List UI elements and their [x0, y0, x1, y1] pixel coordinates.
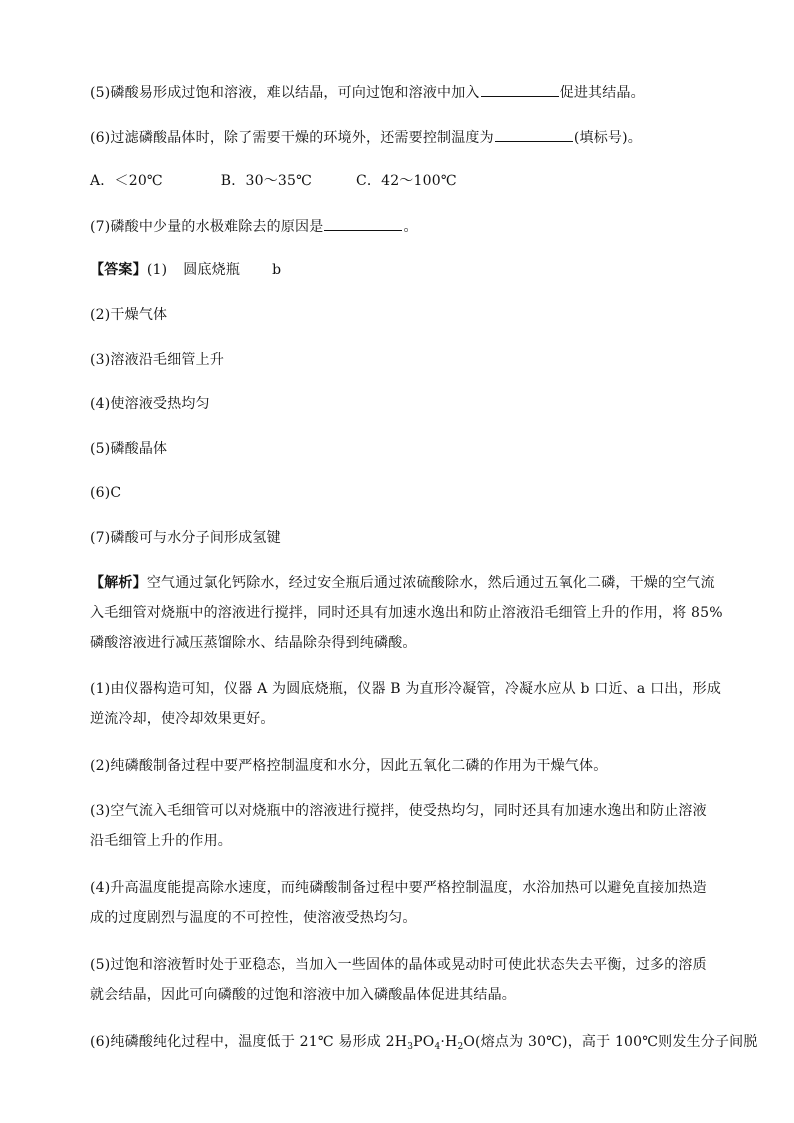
option-a: A．＜20℃: [90, 173, 163, 189]
formula-part: ·H: [440, 1034, 458, 1050]
answer-item: (5)磷酸晶体: [90, 441, 168, 457]
option-c: C．42～100℃: [355, 173, 457, 189]
analysis-p5-line: 就会结晶，因此可向磷酸的过饱和溶液中加入磷酸晶体促进其结晶。: [90, 987, 516, 1003]
analysis-p5-line: (5)过饱和溶液暂时处于亚稳态，当加入一些固体的晶体或晃动时可使此状态失去平衡，过多的溶质: [90, 957, 707, 973]
analysis-p6-suffix: O(熔点为 30℃)，高于 100℃则发生分子间脱: [463, 1034, 758, 1050]
answer-item: (2)干燥气体: [90, 307, 168, 323]
analysis-tag: 【解析】: [90, 575, 147, 591]
question-5-text: (5)磷酸易形成过饱和溶液，难以结晶，可向过饱和溶液中加入: [90, 85, 480, 101]
question-6-options: [90, 171, 457, 191]
question-7: [90, 216, 418, 237]
analysis-p6-line: [90, 1032, 758, 1057]
question-7-text: (7)磷酸中少量的水极难除去的原因是: [90, 219, 324, 235]
analysis-intro-line: 入毛细管对烧瓶中的溶液进行搅拌，同时还具有加速水逸出和防止溶液沿毛细管上升的作用，将 85%: [90, 605, 723, 621]
answer-part1: 圆底烧瓶: [183, 262, 241, 278]
answer-item: (6)C: [90, 485, 122, 501]
analysis-intro-line: 磷酸溶液进行减压蒸馏除水、结晶除杂得到纯磷酸。: [90, 635, 417, 651]
answer-header: [90, 260, 281, 280]
analysis-p3-line: 沿毛细管上升的作用。: [90, 833, 232, 849]
question-5: [90, 82, 645, 103]
question-6: [90, 127, 642, 148]
option-b: B．30～35℃: [220, 173, 312, 189]
analysis-p4-line: (4)升高温度能提高除水速度，而纯磷酸制备过程中要严格控制温度，水浴加热可以避免直接加热造: [90, 880, 707, 896]
answer-item: (7)磷酸可与水分子间形成氢键: [90, 530, 281, 546]
analysis-text: 空气通过氯化钙除水，经过安全瓶后通过浓硫酸除水，然后通过五氧化二磷，干燥的空气流: [146, 575, 715, 591]
analysis-p3-line: (3)空气流入毛细管可以对烧瓶中的溶液进行搅拌，使受热均匀，同时还具有加速水逸出和防止溶液: [90, 803, 707, 819]
answer-tag: 【答案】: [90, 262, 147, 278]
formula-part: PO: [413, 1034, 435, 1050]
answer-part2: b: [272, 262, 282, 278]
analysis-p1-line: (1)由仪器构造可知，仪器 A 为圆底烧瓶，仪器 B 为直形冷凝管，冷凝水应从 b 口近、a 口出，形成: [90, 681, 722, 697]
analysis-p6-prefix: (6)纯磷酸纯化过程中，温度低于 21℃ 易形成 2H: [90, 1034, 408, 1050]
answer-blank-5: [481, 82, 559, 97]
question-6-text: (6)过滤磷酸晶体时，除了需要干燥的环境外，还需要控制温度为: [90, 130, 494, 146]
subscript: 4: [434, 1042, 441, 1052]
answer-num: (1): [146, 262, 168, 278]
analysis-p1-line: 逆流冷却，使冷却效果更好。: [90, 711, 275, 727]
question-7-suffix: 。: [403, 219, 418, 235]
subscript: 2: [457, 1042, 464, 1052]
analysis-intro-line: [90, 573, 715, 593]
subscript: 3: [407, 1042, 414, 1052]
analysis-p4-line: 成的过度剧烈与温度的不可控性，使溶液受热均匀。: [90, 910, 417, 926]
analysis-p2-line: (2)纯磷酸制备过程中要严格控制温度和水分，因此五氧化二磷的作用为干燥气体。: [90, 758, 608, 774]
answer-blank-6: [495, 127, 573, 142]
answer-blank-7: [324, 216, 402, 231]
question-5-suffix: 促进其结晶。: [559, 85, 645, 101]
answer-item: (3)溶液沿毛细管上升: [90, 352, 225, 368]
question-6-suffix: (填标号)。: [573, 130, 642, 146]
answer-item: (4)使溶液受热均匀: [90, 396, 210, 412]
